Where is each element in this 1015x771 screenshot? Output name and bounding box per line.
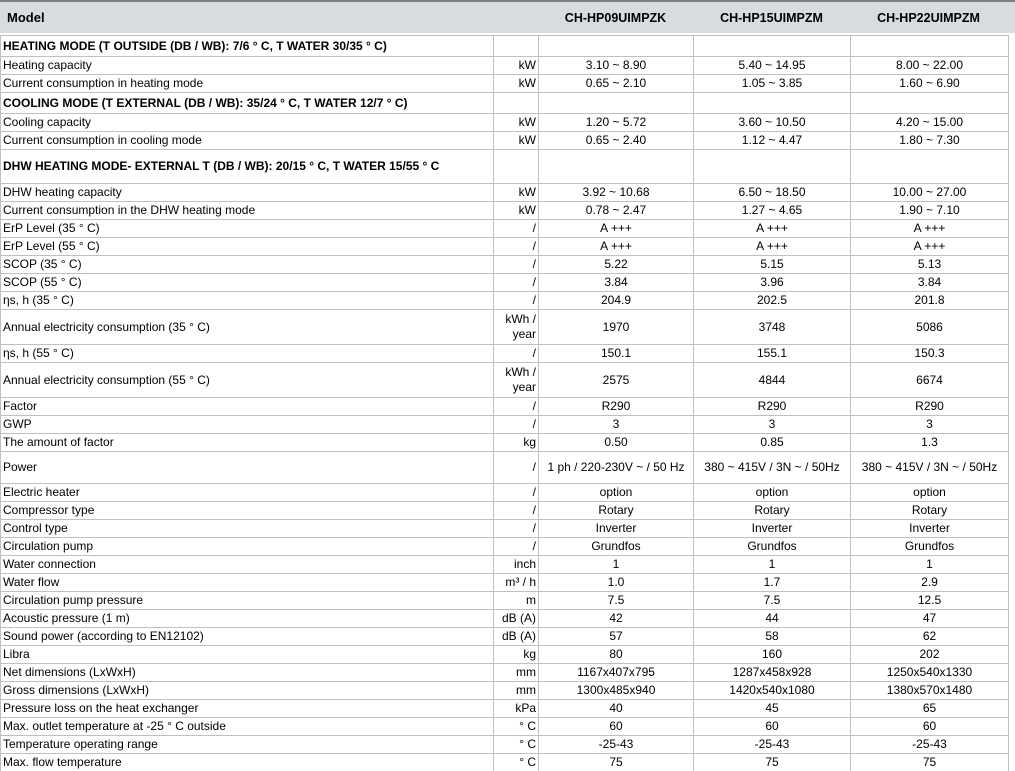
spec-row	[1, 114, 1009, 132]
spec-row	[1, 184, 1009, 202]
value-cell: 8.00 ~ 22.00	[851, 57, 1009, 75]
value-cell: 5.40 ~ 14.95	[694, 57, 851, 75]
unit-cell: /	[494, 452, 539, 484]
row-label: Cooling capacity	[1, 114, 494, 132]
value-cell: 1970	[539, 310, 694, 345]
row-label: Current consumption in the DHW heating mode	[1, 202, 494, 220]
value-cell: 380 ~ 415V / 3N ~ / 50Hz	[851, 452, 1009, 484]
row-label: Current consumption in cooling mode	[1, 132, 494, 150]
unit-cell: /	[494, 416, 539, 434]
spec-row	[1, 682, 1009, 700]
value-cell: 1250x540x1330	[851, 664, 1009, 682]
row-label: Libra	[1, 646, 494, 664]
row-label: ErP Level (55 ° C)	[1, 238, 494, 256]
spec-row	[1, 238, 1009, 256]
value-cell: A +++	[694, 238, 851, 256]
value-cell: 10.00 ~ 27.00	[851, 184, 1009, 202]
value-cell: 1	[539, 556, 694, 574]
row-label: ηs, h (55 ° C)	[1, 345, 494, 363]
spec-row	[1, 754, 1009, 771]
row-label: Net dimensions (LxWxH)	[1, 664, 494, 682]
value-cell: A +++	[539, 220, 694, 238]
spec-row	[1, 292, 1009, 310]
value-cell: 3.10 ~ 8.90	[539, 57, 694, 75]
row-label: Gross dimensions (LxWxH)	[1, 682, 494, 700]
spec-row	[1, 592, 1009, 610]
value-cell: 1.05 ~ 3.85	[694, 75, 851, 93]
value-cell: -25-43	[851, 736, 1009, 754]
value-cell: 150.1	[539, 345, 694, 363]
spec-row	[1, 610, 1009, 628]
row-label: Control type	[1, 520, 494, 538]
value-cell: Inverter	[539, 520, 694, 538]
value-cell: 44	[694, 610, 851, 628]
spec-row	[1, 574, 1009, 592]
value-cell: 1.90 ~ 7.10	[851, 202, 1009, 220]
unit-cell: /	[494, 238, 539, 256]
value-cell: 1.20 ~ 5.72	[539, 114, 694, 132]
spec-table-body	[1, 36, 1009, 771]
value-cell: 3.96	[694, 274, 851, 292]
value-cell	[851, 93, 1009, 114]
value-cell: A +++	[851, 220, 1009, 238]
value-cell: option	[539, 484, 694, 502]
value-cell: R290	[851, 398, 1009, 416]
spec-row	[1, 538, 1009, 556]
row-label: The amount of factor	[1, 434, 494, 452]
column-header-model-2: CH-HP15UIMPZM	[720, 10, 823, 25]
value-cell: 5086	[851, 310, 1009, 345]
row-label: Max. outlet temperature at -25 ° C outside	[1, 718, 494, 736]
unit-cell: /	[494, 502, 539, 520]
spec-row	[1, 718, 1009, 736]
value-cell: 380 ~ 415V / 3N ~ / 50Hz	[694, 452, 851, 484]
value-cell: 0.78 ~ 2.47	[539, 202, 694, 220]
unit-cell: /	[494, 398, 539, 416]
value-cell: 1.7	[694, 574, 851, 592]
column-header-model: Model	[7, 10, 45, 25]
value-cell: 57	[539, 628, 694, 646]
row-label: ErP Level (35 ° C)	[1, 220, 494, 238]
row-label: Annual electricity consumption (55 ° C)	[1, 363, 494, 398]
value-cell: 1380x570x1480	[851, 682, 1009, 700]
spec-row	[1, 434, 1009, 452]
row-label: Pressure loss on the heat exchanger	[1, 700, 494, 718]
section-header-row	[1, 150, 1009, 184]
unit-cell: inch	[494, 556, 539, 574]
unit-cell: kW	[494, 75, 539, 93]
unit-cell: /	[494, 538, 539, 556]
value-cell	[694, 36, 851, 57]
row-label: Heating capacity	[1, 57, 494, 75]
unit-cell: /	[494, 292, 539, 310]
value-cell: 0.50	[539, 434, 694, 452]
value-cell: 3.84	[851, 274, 1009, 292]
value-cell: R290	[539, 398, 694, 416]
row-label: GWP	[1, 416, 494, 434]
row-label: Water connection	[1, 556, 494, 574]
value-cell	[694, 93, 851, 114]
unit-cell	[494, 93, 539, 114]
row-label: Acoustic pressure (1 m)	[1, 610, 494, 628]
spec-row	[1, 520, 1009, 538]
spec-row	[1, 220, 1009, 238]
unit-cell: kg	[494, 646, 539, 664]
spec-row	[1, 646, 1009, 664]
value-cell: A +++	[851, 238, 1009, 256]
value-cell: 0.85	[694, 434, 851, 452]
spec-row	[1, 700, 1009, 718]
value-cell: 1 ph / 220-230V ~ / 50 Hz	[539, 452, 694, 484]
spec-table	[0, 35, 1009, 771]
value-cell: 1300x485x940	[539, 682, 694, 700]
value-cell: option	[694, 484, 851, 502]
unit-cell: kW	[494, 184, 539, 202]
spec-row	[1, 345, 1009, 363]
row-label: Annual electricity consumption (35 ° C)	[1, 310, 494, 345]
spec-row	[1, 256, 1009, 274]
unit-cell: mm	[494, 682, 539, 700]
unit-cell: kW	[494, 132, 539, 150]
value-cell: 40	[539, 700, 694, 718]
row-label: DHW heating capacity	[1, 184, 494, 202]
value-cell: 5.22	[539, 256, 694, 274]
value-cell: 47	[851, 610, 1009, 628]
spec-row	[1, 628, 1009, 646]
spec-row	[1, 502, 1009, 520]
value-cell: 1.60 ~ 6.90	[851, 75, 1009, 93]
section-header-row	[1, 93, 1009, 114]
value-cell: 1.27 ~ 4.65	[694, 202, 851, 220]
value-cell: 1287x458x928	[694, 664, 851, 682]
value-cell: 60	[539, 718, 694, 736]
unit-cell: kWh / year	[494, 310, 539, 345]
row-label: Power	[1, 452, 494, 484]
unit-cell: ° C	[494, 736, 539, 754]
value-cell	[851, 36, 1009, 57]
value-cell: 155.1	[694, 345, 851, 363]
unit-cell: kPa	[494, 700, 539, 718]
row-label: Water flow	[1, 574, 494, 592]
spec-row	[1, 202, 1009, 220]
value-cell: Inverter	[694, 520, 851, 538]
spec-row	[1, 274, 1009, 292]
value-cell: 7.5	[539, 592, 694, 610]
value-cell: -25-43	[539, 736, 694, 754]
value-cell: 7.5	[694, 592, 851, 610]
value-cell: 6674	[851, 363, 1009, 398]
value-cell: 150.3	[851, 345, 1009, 363]
value-cell: 3	[694, 416, 851, 434]
unit-cell: dB (A)	[494, 610, 539, 628]
value-cell: 6.50 ~ 18.50	[694, 184, 851, 202]
unit-cell	[494, 150, 539, 184]
value-cell: 1	[851, 556, 1009, 574]
spec-row	[1, 132, 1009, 150]
spec-row	[1, 452, 1009, 484]
value-cell: 45	[694, 700, 851, 718]
value-cell: 3.84	[539, 274, 694, 292]
row-label: Circulation pump pressure	[1, 592, 494, 610]
row-label: Current consumption in heating mode	[1, 75, 494, 93]
value-cell: 4.20 ~ 15.00	[851, 114, 1009, 132]
value-cell: -25-43	[694, 736, 851, 754]
value-cell: 3.60 ~ 10.50	[694, 114, 851, 132]
spec-row	[1, 556, 1009, 574]
value-cell: 1.3	[851, 434, 1009, 452]
value-cell: 204.9	[539, 292, 694, 310]
row-label: SCOP (55 ° C)	[1, 274, 494, 292]
column-header-model-1: CH-HP09UIMPZK	[564, 10, 667, 25]
value-cell: 75	[539, 754, 694, 771]
value-cell: 201.8	[851, 292, 1009, 310]
unit-cell	[494, 36, 539, 57]
value-cell: 1167x407x795	[539, 664, 694, 682]
value-cell: 3748	[694, 310, 851, 345]
unit-cell: m	[494, 592, 539, 610]
value-cell	[539, 36, 694, 57]
value-cell: 202	[851, 646, 1009, 664]
row-label: Factor	[1, 398, 494, 416]
unit-cell: ° C	[494, 754, 539, 771]
value-cell	[539, 150, 694, 184]
unit-cell: /	[494, 220, 539, 238]
spec-row	[1, 664, 1009, 682]
spec-row	[1, 736, 1009, 754]
value-cell: R290	[694, 398, 851, 416]
row-label: Sound power (according to EN12102)	[1, 628, 494, 646]
unit-cell: mm	[494, 664, 539, 682]
table-header-row	[0, 0, 1015, 33]
spec-row	[1, 484, 1009, 502]
value-cell: 0.65 ~ 2.10	[539, 75, 694, 93]
value-cell: Rotary	[539, 502, 694, 520]
section-title: DHW HEATING MODE- EXTERNAL T (DB / WB): 20/15 ° C, T WATER 15/55 ° C	[1, 150, 494, 184]
unit-cell: kW	[494, 57, 539, 75]
value-cell	[539, 93, 694, 114]
unit-cell: /	[494, 274, 539, 292]
section-title: COOLING MODE (T EXTERNAL (DB / WB): 35/24 ° C, T WATER 12/7 ° C)	[1, 93, 494, 114]
unit-cell: /	[494, 345, 539, 363]
spec-row	[1, 363, 1009, 398]
unit-cell: m³ / h	[494, 574, 539, 592]
value-cell: 1.80 ~ 7.30	[851, 132, 1009, 150]
row-label: Temperature operating range	[1, 736, 494, 754]
section-header-row	[1, 36, 1009, 57]
spec-row	[1, 398, 1009, 416]
unit-cell: /	[494, 484, 539, 502]
unit-cell: kg	[494, 434, 539, 452]
value-cell: 58	[694, 628, 851, 646]
value-cell: A +++	[539, 238, 694, 256]
row-label: Max. flow temperature	[1, 754, 494, 771]
value-cell: 65	[851, 700, 1009, 718]
spec-row	[1, 75, 1009, 93]
value-cell: A +++	[694, 220, 851, 238]
value-cell: 160	[694, 646, 851, 664]
unit-cell: kWh / year	[494, 363, 539, 398]
value-cell: 3	[539, 416, 694, 434]
value-cell: 75	[694, 754, 851, 771]
spec-row	[1, 57, 1009, 75]
row-label: Circulation pump	[1, 538, 494, 556]
column-header-model-3: CH-HP22UIMPZM	[877, 10, 980, 25]
value-cell: Grundfos	[539, 538, 694, 556]
value-cell: Inverter	[851, 520, 1009, 538]
value-cell: 4844	[694, 363, 851, 398]
value-cell: 5.13	[851, 256, 1009, 274]
value-cell: 0.65 ~ 2.40	[539, 132, 694, 150]
value-cell: 60	[851, 718, 1009, 736]
unit-cell: /	[494, 520, 539, 538]
section-title: HEATING MODE (T OUTSIDE (DB / WB): 7/6 ° C, T WATER 30/35 ° C)	[1, 36, 494, 57]
row-label: SCOP (35 ° C)	[1, 256, 494, 274]
value-cell: 62	[851, 628, 1009, 646]
value-cell: 3	[851, 416, 1009, 434]
value-cell: 1.0	[539, 574, 694, 592]
value-cell: 1.12 ~ 4.47	[694, 132, 851, 150]
spec-row	[1, 416, 1009, 434]
row-label: Compressor type	[1, 502, 494, 520]
unit-cell: kW	[494, 202, 539, 220]
value-cell: 202.5	[694, 292, 851, 310]
value-cell: 2.9	[851, 574, 1009, 592]
value-cell: Rotary	[694, 502, 851, 520]
unit-cell: kW	[494, 114, 539, 132]
value-cell	[851, 150, 1009, 184]
value-cell: 5.15	[694, 256, 851, 274]
value-cell: option	[851, 484, 1009, 502]
value-cell: Rotary	[851, 502, 1009, 520]
row-label: Electric heater	[1, 484, 494, 502]
value-cell: 80	[539, 646, 694, 664]
value-cell: 3.92 ~ 10.68	[539, 184, 694, 202]
value-cell: 42	[539, 610, 694, 628]
value-cell: 12.5	[851, 592, 1009, 610]
unit-cell: ° C	[494, 718, 539, 736]
value-cell: Grundfos	[851, 538, 1009, 556]
value-cell: 2575	[539, 363, 694, 398]
row-label: ηs, h (35 ° C)	[1, 292, 494, 310]
unit-cell: /	[494, 256, 539, 274]
value-cell: 75	[851, 754, 1009, 771]
value-cell: 1420x540x1080	[694, 682, 851, 700]
value-cell: 1	[694, 556, 851, 574]
value-cell: 60	[694, 718, 851, 736]
spec-row	[1, 310, 1009, 345]
unit-cell: dB (A)	[494, 628, 539, 646]
value-cell	[694, 150, 851, 184]
value-cell: Grundfos	[694, 538, 851, 556]
